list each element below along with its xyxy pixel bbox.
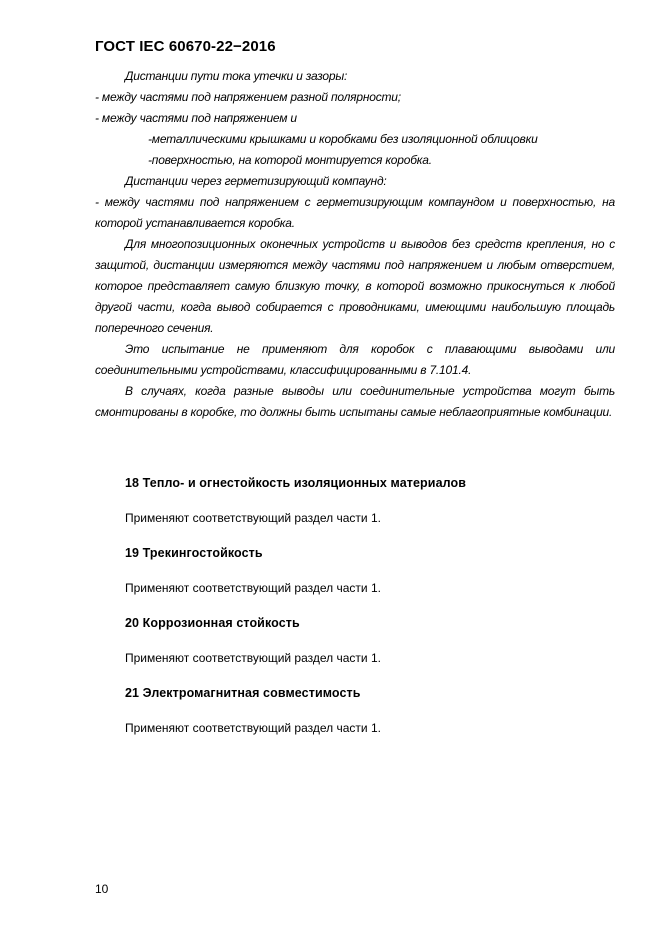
paragraph-multi-terminal: Для многопозиционных оконечных устройств и выводов без средств крепления, но с защитой, дистанции измеряются между частями под напряжением и любым отверстием, которое представляет самую близкую точку, в которой возможно прикоснуться к любой другой части, когда вывод собирается с проводниками, имеющими наибольшую площадь поперечного сечения. <box>95 237 615 335</box>
section-text: Применяют соответствующий раздел части 1. <box>125 581 381 595</box>
page-number: 10 <box>95 882 109 896</box>
sub-item-metal-covers: -металлическими крышками и коробками без изоляционной облицовки <box>148 132 538 146</box>
sections <box>125 473 615 753</box>
section-20 <box>125 613 615 669</box>
paragraph-compound-intro: Дистанции через герметизирующий компаунд: <box>125 174 387 188</box>
document-header: ГОСТ IEC 60670-22−2016 <box>95 38 276 55</box>
sub-item-mounting-surface: -поверхностью, на которой монтируется коробка. <box>148 153 432 167</box>
section-text: Применяют соответствующий раздел части 1. <box>125 651 381 665</box>
list-item-live-parts: - между частями под напряжением и <box>95 111 297 125</box>
section-18 <box>125 473 615 529</box>
paragraph-floating-terminals: Это испытание не применяют для коробок с плавающими выводами или соединительными устройствами, классифицированными в 7.101.4. <box>95 342 615 377</box>
section-heading: 20 Коррозионная стойкость <box>125 616 300 630</box>
section-21 <box>125 683 615 739</box>
section-19 <box>125 543 615 599</box>
body-text <box>95 66 615 423</box>
list-item-different-polarity: - между частями под напряжением разной полярности; <box>95 90 401 104</box>
section-heading: 21 Электромагнитная совместимость <box>125 686 361 700</box>
paragraph-unfavourable-combinations: В случаях, когда разные выводы или соединительные устройства могут быть смонтированы в коробке, то должны быть испытаны самые неблагоприятные комбинации. <box>95 384 615 419</box>
section-text: Применяют соответствующий раздел части 1. <box>125 511 381 525</box>
section-heading: 18 Тепло- и огнестойкость изоляционных материалов <box>125 476 467 490</box>
paragraph-compound-distance: - между частями под напряжением с герметизирующим компаундом и поверхностью, на которой устанавливается коробка. <box>95 195 615 230</box>
section-text: Применяют соответствующий раздел части 1. <box>125 721 381 735</box>
paragraph-creepage-intro: Дистанции пути тока утечки и зазоры: <box>125 69 348 83</box>
section-heading: 19 Трекингостойкость <box>125 546 263 560</box>
